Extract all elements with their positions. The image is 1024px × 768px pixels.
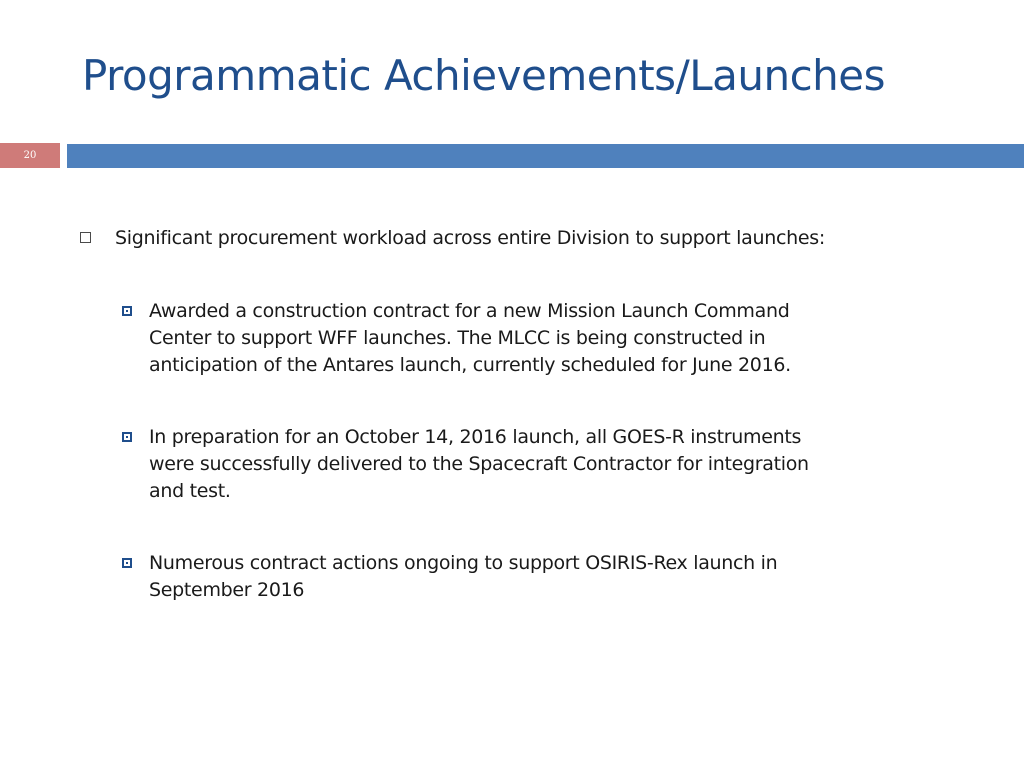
sub-bullet-line: Awarded a construction contract for a new Mission Launch Command [149,300,790,322]
square-bullet-icon [122,558,132,568]
sub-bullet-line: In preparation for an October 14, 2016 launch, all GOES-R instruments [149,426,802,448]
sub-bullet-line: September 2016 [149,579,305,601]
sub-bullet-osiris-rex [122,550,982,604]
sub-bullet-goes-r [122,424,982,505]
main-bullet-text: Significant procurement workload across entire Division to support launches: [115,227,825,249]
page-number: 20 [0,143,60,168]
square-bullet-icon [122,432,132,442]
sub-bullet-text [149,298,791,379]
hollow-square-bullet-icon [80,232,91,243]
slide-title: Programmatic Achievements/Launches [82,51,886,100]
sub-bullet-line: Center to support WFF launches. The MLCC is being constructed in [149,327,766,349]
sub-bullet-mlcc [122,298,982,379]
sub-bullet-text [149,424,809,505]
main-bullet [80,224,980,252]
sub-bullet-text [149,550,777,604]
sub-bullet-line: and test. [149,480,231,502]
sub-bullet-line: Numerous contract actions ongoing to support OSIRIS-Rex launch in [149,552,778,574]
sub-bullet-line: anticipation of the Antares launch, currently scheduled for June 2016. [149,354,791,376]
sub-bullet-line: were successfully delivered to the Spacecraft Contractor for integration [149,453,809,475]
square-bullet-icon [122,306,132,316]
